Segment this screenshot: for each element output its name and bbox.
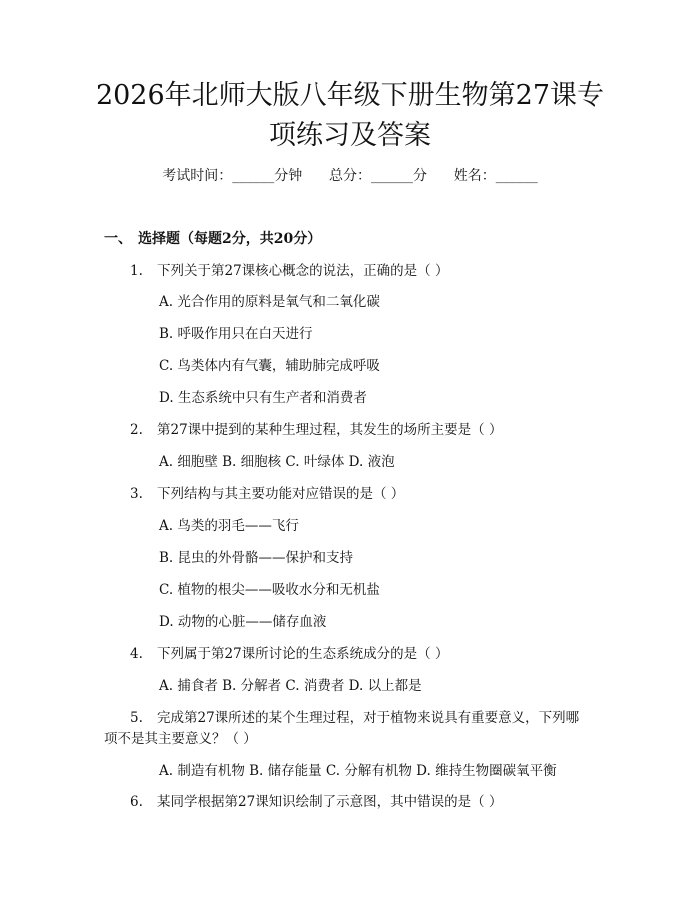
question-3: [130, 484, 404, 504]
question-text: 第27课中提到的某种生理过程，其发生的场所主要是（ ）: [157, 422, 503, 438]
question-text-continued: 项不是其主要意义？（ ）: [104, 731, 257, 747]
question-text: 下列属于第27课所讨论的生态系统成分的是（ ）: [157, 646, 449, 662]
option: D. 生态系统中只有生产者和消费者: [159, 390, 367, 406]
question-number: 3.: [130, 486, 143, 502]
option: B. 呼吸作用只在白天进行: [159, 326, 313, 342]
title-line-1: 2026年北师大版八年级下册生物第27课专: [95, 80, 605, 111]
question-4: [130, 644, 448, 664]
option: D. 动物的心脏——储存血液: [159, 614, 327, 630]
exam-info-line: 考试时间：______分钟 总分：______分 姓名：______: [162, 168, 538, 184]
question-text: 完成第27课所述的某个生理过程，对于植物来说具有重要意义，下列哪: [157, 710, 580, 726]
option: A. 光合作用的原料是氧气和二氧化碳: [159, 294, 380, 310]
option: B. 昆虫的外骨骼——保护和支持: [159, 550, 354, 566]
question-number: 2.: [130, 422, 143, 438]
question-number: 1.: [130, 263, 143, 279]
question-text: 下列关于第27课核心概念的说法，正确的是（ ）: [157, 263, 449, 279]
section-heading: [104, 229, 321, 249]
question-number: 5.: [130, 710, 143, 726]
question-number: 6.: [130, 794, 143, 810]
question-1: [130, 261, 448, 281]
question-text: 下列结构与其主要功能对应错误的是（ ）: [157, 486, 405, 502]
question-5: [130, 708, 579, 728]
section-title: 选择题（每题2分，共20分）: [138, 231, 322, 247]
page-title: [60, 76, 640, 156]
option: A. 鸟类的羽毛——飞行: [159, 518, 299, 534]
option: C. 植物的根尖——吸收水分和无机盐: [159, 582, 380, 598]
option: C. 鸟类体内有气囊，辅助肺完成呼吸: [159, 358, 380, 374]
question-number: 4.: [130, 646, 143, 662]
question-6: [130, 792, 502, 812]
option: A. 捕食者 B. 分解者 C. 消费者 D. 以上都是: [159, 678, 422, 694]
title-line-2: 项练习及答案: [269, 120, 431, 151]
question-text: 某同学根据第27课知识绘制了示意图，其中错误的是（ ）: [157, 794, 503, 810]
option: A. 制造有机物 B. 储存能量 C. 分解有机物 D. 维持生物圈碳氧平衡: [159, 763, 557, 779]
option: A. 细胞壁 B. 细胞核 C. 叶绿体 D. 液泡: [159, 454, 395, 470]
question-2: [130, 420, 502, 440]
section-number: 一、: [104, 231, 132, 247]
